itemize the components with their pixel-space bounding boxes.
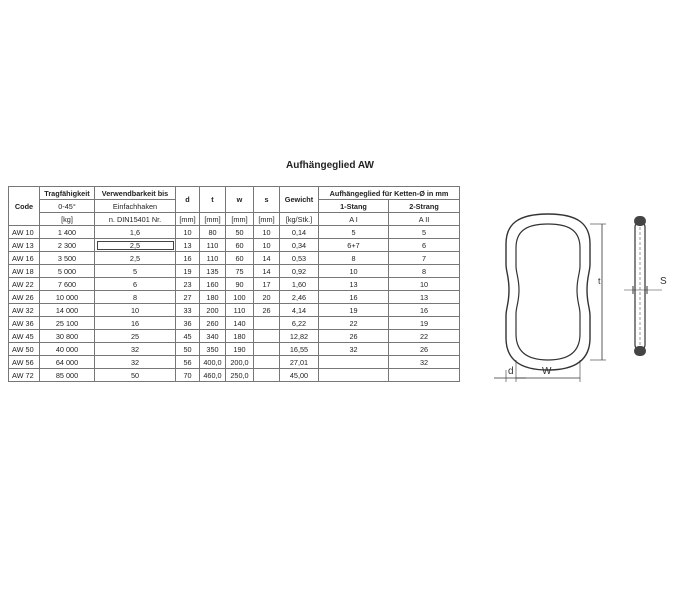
cell-two-strand: 10 [389, 278, 460, 291]
cell-s [254, 317, 280, 330]
cell-w: 250,0 [226, 369, 254, 382]
cell-t: 135 [200, 265, 226, 278]
cell-code: AW 13 [9, 239, 40, 252]
cell-s: 26 [254, 304, 280, 317]
cell-usability: 2,5 [95, 239, 176, 252]
cell-two-strand: 5 [389, 226, 460, 239]
cell-code: AW 18 [9, 265, 40, 278]
cell-w: 50 [226, 226, 254, 239]
cell-usability: 5 [95, 265, 176, 278]
table-row [9, 291, 460, 304]
header-t-unit: [mm] [200, 213, 226, 226]
cell-usability: 32 [95, 343, 176, 356]
cell-d: 50 [176, 343, 200, 356]
cell-weight: 6,22 [280, 317, 319, 330]
cell-capacity: 25 100 [40, 317, 95, 330]
cell-d: 13 [176, 239, 200, 252]
cell-one-strand: 8 [319, 252, 389, 265]
header-d: d [176, 187, 200, 213]
cell-usability: 32 [95, 356, 176, 369]
cell-one-strand [319, 356, 389, 369]
cell-weight: 45,00 [280, 369, 319, 382]
side-top-section [634, 216, 646, 226]
table-row [9, 278, 460, 291]
cell-code: AW 72 [9, 369, 40, 382]
cell-t: 180 [200, 291, 226, 304]
cell-code: AW 45 [9, 330, 40, 343]
header-weight: Gewicht [280, 187, 319, 213]
header-usability: Verwendbarkeit bis [95, 187, 176, 200]
cell-w: 140 [226, 317, 254, 330]
header-row-1 [9, 187, 460, 200]
cell-s: 20 [254, 291, 280, 304]
cell-code: AW 10 [9, 226, 40, 239]
cell-w: 180 [226, 330, 254, 343]
cell-code: AW 56 [9, 356, 40, 369]
header-w-unit: [mm] [226, 213, 254, 226]
cell-t: 460,0 [200, 369, 226, 382]
master-link-drawing [490, 210, 670, 390]
cell-weight: 0,53 [280, 252, 319, 265]
cell-usability: 50 [95, 369, 176, 382]
cell-d: 19 [176, 265, 200, 278]
table-row [9, 343, 460, 356]
cell-weight: 0,92 [280, 265, 319, 278]
cell-usability: 16 [95, 317, 176, 330]
cell-t: 110 [200, 252, 226, 265]
cell-d: 45 [176, 330, 200, 343]
cell-capacity: 14 000 [40, 304, 95, 317]
cell-w: 110 [226, 304, 254, 317]
cell-d: 33 [176, 304, 200, 317]
cell-one-strand: 16 [319, 291, 389, 304]
link-inner-outline [516, 224, 580, 360]
header-s: s [254, 187, 280, 213]
header-usability-hook: Einfachhaken [95, 200, 176, 213]
cell-w: 100 [226, 291, 254, 304]
cell-two-strand [389, 369, 460, 382]
table-row [9, 330, 460, 343]
cell-two-strand: 22 [389, 330, 460, 343]
cell-d: 27 [176, 291, 200, 304]
link-side-view [635, 222, 645, 350]
cell-d: 36 [176, 317, 200, 330]
cell-weight: 27,01 [280, 356, 319, 369]
header-capacity-angle: 0-45° [40, 200, 95, 213]
table-row [9, 304, 460, 317]
cell-one-strand: 10 [319, 265, 389, 278]
cell-s [254, 356, 280, 369]
header-row-3 [9, 213, 460, 226]
cell-s [254, 343, 280, 356]
cell-one-strand: 6+7 [319, 239, 389, 252]
cell-d: 10 [176, 226, 200, 239]
table-row [9, 239, 460, 252]
cell-code: AW 32 [9, 304, 40, 317]
cell-s [254, 330, 280, 343]
cell-two-strand: 8 [389, 265, 460, 278]
table-row [9, 369, 460, 382]
header-two-strand-code: A II [389, 213, 460, 226]
table-row [9, 317, 460, 330]
header-capacity: Tragfähigkeit [40, 187, 95, 200]
cell-two-strand: 16 [389, 304, 460, 317]
header-t: t [200, 187, 226, 213]
cell-d: 56 [176, 356, 200, 369]
cell-s: 10 [254, 239, 280, 252]
cell-usability: 8 [95, 291, 176, 304]
cell-code: AW 22 [9, 278, 40, 291]
cell-usability: 2,5 [95, 252, 176, 265]
header-two-strand: 2-Strang [389, 200, 460, 213]
header-one-strand: 1-Stang [319, 200, 389, 213]
cell-two-strand: 32 [389, 356, 460, 369]
label-t: t [598, 276, 601, 286]
header-s-unit: [mm] [254, 213, 280, 226]
cell-s: 17 [254, 278, 280, 291]
table-row [9, 252, 460, 265]
cell-weight: 2,46 [280, 291, 319, 304]
header-weight-unit: [kg/Stk.] [280, 213, 319, 226]
cell-one-strand: 22 [319, 317, 389, 330]
cell-one-strand: 26 [319, 330, 389, 343]
table-row [9, 356, 460, 369]
cell-s [254, 369, 280, 382]
cell-weight: 1,60 [280, 278, 319, 291]
cell-w: 200,0 [226, 356, 254, 369]
cell-s: 14 [254, 252, 280, 265]
cell-capacity: 85 000 [40, 369, 95, 382]
cell-t: 350 [200, 343, 226, 356]
cell-t: 260 [200, 317, 226, 330]
label-w: W [542, 366, 552, 377]
header-usability-norm: n. DIN15401 Nr. [95, 213, 176, 226]
cell-weight: 0,14 [280, 226, 319, 239]
cell-two-strand: 26 [389, 343, 460, 356]
cell-w: 60 [226, 252, 254, 265]
cell-capacity: 3 500 [40, 252, 95, 265]
cell-capacity: 5 000 [40, 265, 95, 278]
cell-w: 190 [226, 343, 254, 356]
cell-weight: 0,34 [280, 239, 319, 252]
cell-usability: 25 [95, 330, 176, 343]
page-title: Aufhängeglied AW [286, 160, 374, 171]
cell-weight: 16,55 [280, 343, 319, 356]
cell-capacity: 30 800 [40, 330, 95, 343]
cell-two-strand: 6 [389, 239, 460, 252]
cell-s: 14 [254, 265, 280, 278]
cell-t: 340 [200, 330, 226, 343]
header-chain: Aufhängeglied für Ketten-Ø in mm [319, 187, 460, 200]
cell-w: 75 [226, 265, 254, 278]
cell-code: AW 36 [9, 317, 40, 330]
cell-code: AW 50 [9, 343, 40, 356]
cell-capacity: 40 000 [40, 343, 95, 356]
spec-table [8, 186, 460, 382]
cell-one-strand: 19 [319, 304, 389, 317]
header-one-strand-code: A I [319, 213, 389, 226]
cell-one-strand: 5 [319, 226, 389, 239]
cell-weight: 4,14 [280, 304, 319, 317]
cell-capacity: 7 600 [40, 278, 95, 291]
cell-capacity: 1 400 [40, 226, 95, 239]
cell-code: AW 26 [9, 291, 40, 304]
header-code: Code [9, 187, 40, 226]
cell-two-strand: 13 [389, 291, 460, 304]
header-d-unit: [mm] [176, 213, 200, 226]
cell-one-strand [319, 369, 389, 382]
cell-d: 16 [176, 252, 200, 265]
cell-s: 10 [254, 226, 280, 239]
cell-t: 200 [200, 304, 226, 317]
cell-one-strand: 13 [319, 278, 389, 291]
cell-usability: 6 [95, 278, 176, 291]
header-capacity-unit: [kg] [40, 213, 95, 226]
cell-t: 160 [200, 278, 226, 291]
cell-t: 110 [200, 239, 226, 252]
cell-two-strand: 19 [389, 317, 460, 330]
cell-usability: 1,6 [95, 226, 176, 239]
table-row [9, 265, 460, 278]
label-d: d [508, 366, 514, 377]
cell-d: 23 [176, 278, 200, 291]
label-s: S [660, 276, 667, 287]
cell-capacity: 10 000 [40, 291, 95, 304]
cell-one-strand: 32 [319, 343, 389, 356]
cell-code: AW 16 [9, 252, 40, 265]
table-row [9, 226, 460, 239]
cell-two-strand: 7 [389, 252, 460, 265]
side-bottom-section [634, 346, 646, 356]
cell-t: 400,0 [200, 356, 226, 369]
cell-weight: 12,82 [280, 330, 319, 343]
cell-capacity: 2 300 [40, 239, 95, 252]
cell-w: 90 [226, 278, 254, 291]
cell-d: 70 [176, 369, 200, 382]
cell-t: 80 [200, 226, 226, 239]
cell-capacity: 64 000 [40, 356, 95, 369]
cell-usability: 10 [95, 304, 176, 317]
header-w: w [226, 187, 254, 213]
cell-w: 60 [226, 239, 254, 252]
